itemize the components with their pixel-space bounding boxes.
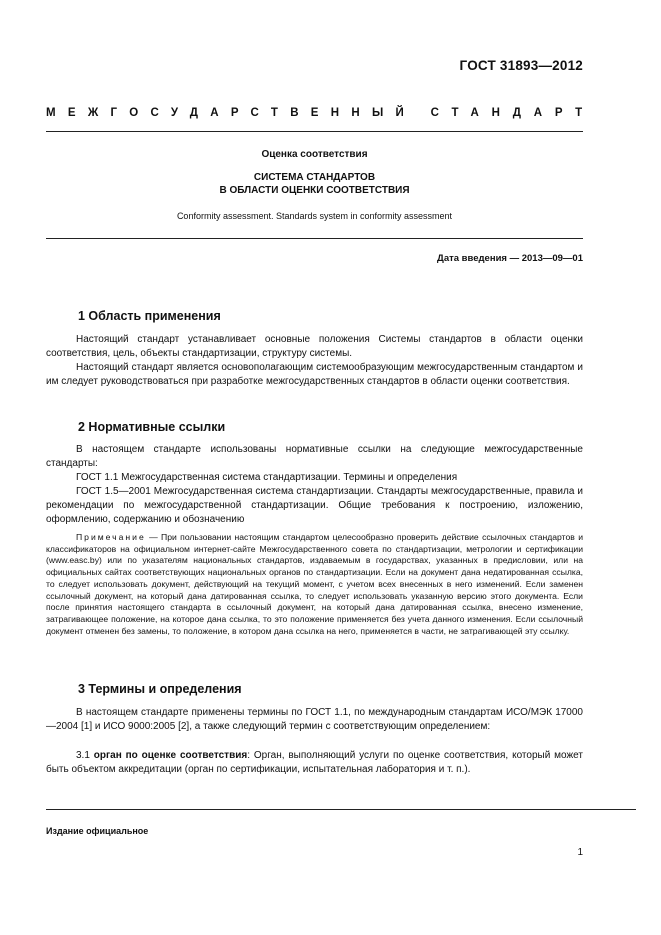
section-1-paragraph-2: Настоящий стандарт является основополагающим системообразующим межгосударственным стандартом и им следует руководствоваться при разработке межгосударственных стандартов в области оценки соответствия.: [46, 362, 583, 388]
footer-rule: [46, 809, 636, 810]
main-title-line-1: СИСТЕМА СТАНДАРТОВ: [253, 172, 376, 183]
section-1-heading: 1 Область применения: [78, 309, 221, 323]
subject-title: Оценка соответствия: [261, 149, 368, 160]
section-3-paragraph-1: В настоящем стандарте применены термины по ГОСТ 1.1, по международным стандартам ИСО/МЭК 17000—2004 [1] и ИСО 9000:2005 [2], а также следующий термин с соответствующим определением:: [46, 707, 583, 733]
section-1-paragraph-1: Настоящий стандарт устанавливает основные положения Системы стандартов в области оценки соответствия, цель, объекты стандартизации, структуру системы.: [46, 334, 583, 360]
english-title: Conformity assessment. Standards system in conformity assessment: [176, 211, 453, 221]
reference-gost-1-5: ГОСТ 1.5—2001 Межгосударственная система стандартизации. Стандарты межгосударственные, правила и рекомендации по межгосударственной стандартизации. Общие требования к построению, изложению, оформлению, содержанию и обозначению: [46, 486, 583, 526]
section-2-note: Примечание — При пользовании настоящим стандартом целесообразно проверить действие ссылочных стандартов и классификаторов на официальном интернет-сайте Межгосударственного совета по стандартизации, метрологии и сертификации (www.easc.by) или по указателям национальных стандартов, издаваемым в государствах, указанных в предисловии, или на официальных сайтах соответствующих национальных органов по стандартизации. Если на документ дана недатированная ссылка, то следует использовать документ, действующий на текущий момент, с учетом всех внесенных в него изменений. Если заменен ссылочный документ, на который дана датированная ссылка, то следует использовать указанную версию этого документа. Если после принятия настоящего стандарта в ссылочный документ, на который дана датированная ссылка, внесено изменение, затрагивающее положение, на которое дана ссылка, то это положение применяется без учета данного изменения. Если ссылочный документ отменен без замены, то положение, в котором дана ссылка на него, применяется в части, не затрагивающей эту ссылку.: [46, 532, 583, 636]
term-3-1-name: орган по оценке соответствия: [93, 750, 248, 761]
page-number: 1: [577, 847, 583, 858]
section-2-paragraph-1: В настоящем стандарте использованы нормативные ссылки на следующие межгосударственные стандарты:: [46, 444, 583, 470]
reference-gost-1-1: ГОСТ 1.1 Межгосударственная система стандартизации. Термины и определения: [76, 472, 458, 483]
section-2-heading: 2 Нормативные ссылки: [78, 420, 226, 434]
edition-label: Издание официальное: [46, 826, 149, 836]
section-3-heading: 3 Термины и определения: [78, 682, 242, 696]
standard-designation: ГОСТ 31893—2012: [459, 58, 583, 73]
term-3-1-definition: 3.1 орган по оценке соответствия: Орган, выполняющий услуги по оценке соответствия, который может быть объектом аккредитации (орган по сертификации, испытательная лаборатория и т. п.).: [46, 750, 583, 776]
banner-word-1: МЕЖГОСУДАРСТВЕННЫЙ: [46, 107, 417, 119]
banner-interstate-standard: [46, 107, 595, 119]
top-rule: [46, 131, 583, 132]
effective-date: Дата введения — 2013—09—01: [437, 253, 583, 264]
main-title-line-2: В ОБЛАСТИ ОЦЕНКИ СООТВЕТСТВИЯ: [219, 185, 410, 196]
banner-word-2: СТАНДАРТ: [430, 107, 595, 119]
note-label: Примечание: [76, 532, 146, 542]
title-rule: [46, 238, 583, 239]
